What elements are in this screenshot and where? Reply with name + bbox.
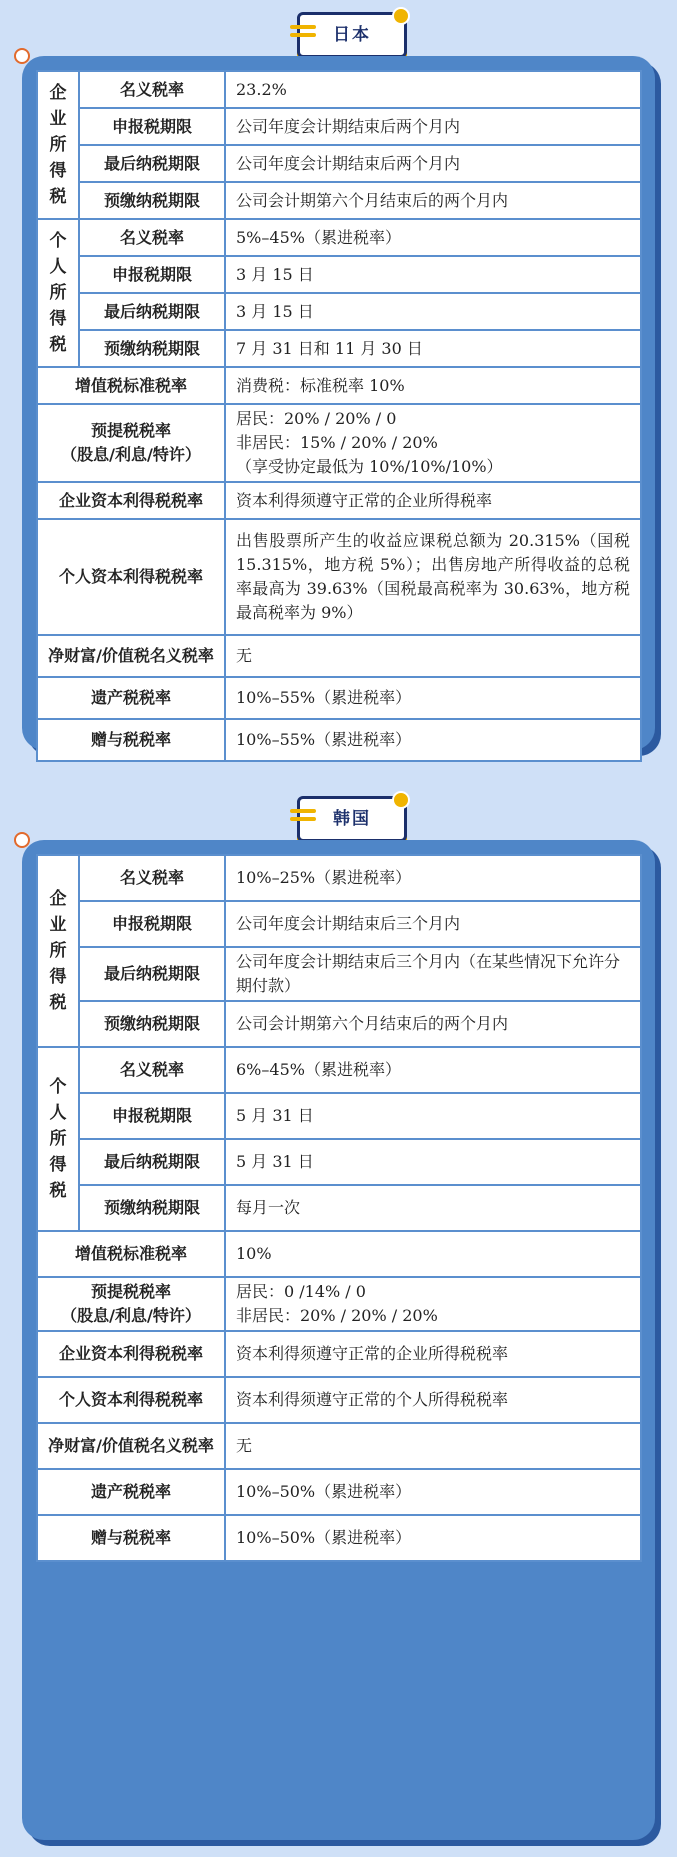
row-value-line: 10%–50%（累进税率） xyxy=(236,1482,412,1501)
row-label xyxy=(37,519,225,635)
corp-row xyxy=(37,855,641,901)
japan-title: 日本 xyxy=(333,25,371,45)
row-value xyxy=(225,1231,641,1277)
row-label: 名义税率 xyxy=(79,71,225,108)
row-value-line: 资本利得须遵守正常的企业所得税税率 xyxy=(236,1344,509,1363)
row-label: 最后纳税期限 xyxy=(79,145,225,182)
row-value xyxy=(225,719,641,761)
row-value-line: 居民：0 /14% / 0 xyxy=(236,1282,366,1301)
row-label xyxy=(37,1331,225,1377)
row-value-line: 10%–55%（累进税率） xyxy=(236,730,412,749)
row-label: 预缴纳税期限 xyxy=(79,330,225,367)
row-value-line: 10%–55%（累进税率） xyxy=(236,688,412,707)
row-value: 10%–25%（累进税率） xyxy=(225,855,641,901)
row-label-line: 企业资本利得税税率 xyxy=(58,490,203,510)
row-value-line: 资本利得须遵守正常的企业所得税率 xyxy=(236,490,493,510)
corp-row xyxy=(37,182,641,219)
row-label: 最后纳税期限 xyxy=(79,947,225,1001)
single-row xyxy=(37,635,641,677)
single-row xyxy=(37,482,641,519)
row-label-line: 净财富/价值税名义税率 xyxy=(48,1436,214,1455)
tag-lines-icon xyxy=(290,809,316,825)
row-value: 公司年度会计期结束后两个月内 xyxy=(225,145,641,182)
ind-row xyxy=(37,1093,641,1139)
corp-group-label: 企业所得税 xyxy=(37,71,79,219)
row-value xyxy=(225,519,641,635)
korea-tax-table xyxy=(36,854,642,1562)
row-value: 23.2% xyxy=(225,71,641,108)
row-label xyxy=(37,367,225,404)
ind-row xyxy=(37,256,641,293)
row-label: 名义税率 xyxy=(79,855,225,901)
row-label-line: 预提税税率 xyxy=(90,1282,171,1301)
row-label: 申报税期限 xyxy=(79,901,225,947)
row-value: 5 月 31 日 xyxy=(225,1093,641,1139)
row-value-line: 无 xyxy=(236,646,253,665)
ind-row xyxy=(37,330,641,367)
single-row xyxy=(37,1277,641,1331)
tag-dot-icon xyxy=(392,7,410,25)
row-label xyxy=(37,1231,225,1277)
single-row xyxy=(37,367,641,404)
row-value-line: 非居民：15% / 20% / 20% xyxy=(236,433,438,452)
row-label: 最后纳税期限 xyxy=(79,1139,225,1185)
row-label-line: 个人资本利得税税率 xyxy=(58,1390,203,1409)
single-row xyxy=(37,1469,641,1515)
single-row xyxy=(37,1377,641,1423)
row-value: 5%–45%（累进税率） xyxy=(225,219,641,256)
single-row xyxy=(37,1515,641,1561)
row-value xyxy=(225,1277,641,1331)
row-label-line: 赠与税税率 xyxy=(90,1528,171,1547)
ind-row xyxy=(37,219,641,256)
row-label xyxy=(37,1515,225,1561)
single-row xyxy=(37,404,641,482)
row-label xyxy=(37,677,225,719)
row-value xyxy=(225,1423,641,1469)
tag-lines-icon xyxy=(290,25,316,41)
single-row xyxy=(37,1231,641,1277)
row-label-line: 赠与税税率 xyxy=(90,730,171,749)
single-row xyxy=(37,719,641,761)
row-value: 7 月 31 日和 11 月 30 日 xyxy=(225,330,641,367)
single-row xyxy=(37,1423,641,1469)
row-value: 3 月 15 日 xyxy=(225,256,641,293)
korea-title: 韩国 xyxy=(333,809,371,829)
row-value-line: 居民：20% / 20% / 0 xyxy=(236,409,397,428)
row-value-line: 10% xyxy=(236,1244,272,1263)
row-label-line: 企业资本利得税税率 xyxy=(58,1344,203,1363)
row-value xyxy=(225,482,641,519)
japan-card xyxy=(22,56,655,750)
row-label-line: 个人资本利得税税率 xyxy=(58,567,203,586)
row-label: 申报税期限 xyxy=(79,256,225,293)
row-value xyxy=(225,1469,641,1515)
tag-dot-icon xyxy=(392,791,410,809)
single-row xyxy=(37,1331,641,1377)
korea-title-tag xyxy=(297,796,407,842)
row-label xyxy=(37,1277,225,1331)
row-value xyxy=(225,1331,641,1377)
row-value: 公司年度会计期结束后三个月内 xyxy=(225,901,641,947)
row-value-line: （享受协定最低为 10%/10%/10%） xyxy=(236,457,503,476)
row-value: 公司会计期第六个月结束后的两个月内 xyxy=(225,182,641,219)
row-value xyxy=(225,1515,641,1561)
row-value-line: 资本利得须遵守正常的个人所得税税率 xyxy=(236,1390,509,1409)
corp-row xyxy=(37,1001,641,1047)
row-label: 名义税率 xyxy=(79,219,225,256)
row-label: 预缴纳税期限 xyxy=(79,182,225,219)
row-label xyxy=(37,1377,225,1423)
ind-row xyxy=(37,1185,641,1231)
row-label-line: 增值税标准税率 xyxy=(74,1244,187,1263)
row-label xyxy=(37,1423,225,1469)
ind-row xyxy=(37,1047,641,1093)
row-label-line: 遗产税税率 xyxy=(90,1482,171,1501)
row-value-line: 消费税：标准税率 10% xyxy=(236,375,405,395)
row-label: 预缴纳税期限 xyxy=(79,1185,225,1231)
row-value: 公司会计期第六个月结束后的两个月内 xyxy=(225,1001,641,1047)
row-value: 公司年度会计期结束后三个月内（在某些情况下允许分期付款） xyxy=(225,947,641,1001)
row-label xyxy=(37,482,225,519)
row-value-line: 非居民：20% / 20% / 20% xyxy=(236,1306,438,1325)
row-value xyxy=(225,635,641,677)
row-value xyxy=(225,367,641,404)
row-value: 6%–45%（累进税率） xyxy=(225,1047,641,1093)
corp-row xyxy=(37,947,641,1001)
row-label xyxy=(37,1469,225,1515)
row-label-line: 净财富/价值税名义税率 xyxy=(48,646,214,665)
row-label-line: 增值税标准税率 xyxy=(74,375,187,395)
single-row xyxy=(37,677,641,719)
ind-row xyxy=(37,1139,641,1185)
ind-row xyxy=(37,293,641,330)
corp-row xyxy=(37,108,641,145)
japan-tax-table xyxy=(36,70,642,762)
corp-row xyxy=(37,145,641,182)
row-label: 申报税期限 xyxy=(79,108,225,145)
ind-group-label: 个人所得税 xyxy=(37,1047,79,1231)
row-label: 最后纳税期限 xyxy=(79,293,225,330)
corp-group-label: 企业所得税 xyxy=(37,855,79,1047)
row-value: 每月一次 xyxy=(225,1185,641,1231)
row-label-line: 遗产税税率 xyxy=(90,688,171,707)
row-value xyxy=(225,1377,641,1423)
row-value: 公司年度会计期结束后两个月内 xyxy=(225,108,641,145)
corp-row xyxy=(37,71,641,108)
row-label-line: 预提税税率 xyxy=(90,421,171,440)
row-label: 名义税率 xyxy=(79,1047,225,1093)
row-label: 申报税期限 xyxy=(79,1093,225,1139)
row-value xyxy=(225,677,641,719)
japan-title-tag xyxy=(297,12,407,58)
korea-card xyxy=(22,840,655,1840)
single-row xyxy=(37,519,641,635)
row-label-line: （股息/利息/特许） xyxy=(61,1306,201,1325)
row-value-line: 出售股票所产生的收益应课税总额为 20.315%（国税 15.315%，地方税 5%）；出售房地产所得收益的总税率最高为 39.63%（国税最高税率为 30.63%，地方税最高税率为 9%） xyxy=(236,531,630,622)
row-value-line: 无 xyxy=(236,1436,253,1455)
row-value: 3 月 15 日 xyxy=(225,293,641,330)
ind-group-label: 个人所得税 xyxy=(37,219,79,367)
row-value-line: 10%–50%（累进税率） xyxy=(236,1528,412,1547)
row-label-line: （股息/利息/特许） xyxy=(61,445,201,464)
row-label xyxy=(37,635,225,677)
row-label: 预缴纳税期限 xyxy=(79,1001,225,1047)
row-label xyxy=(37,404,225,482)
row-label xyxy=(37,719,225,761)
row-value xyxy=(225,404,641,482)
corp-row xyxy=(37,901,641,947)
row-value: 5 月 31 日 xyxy=(225,1139,641,1185)
